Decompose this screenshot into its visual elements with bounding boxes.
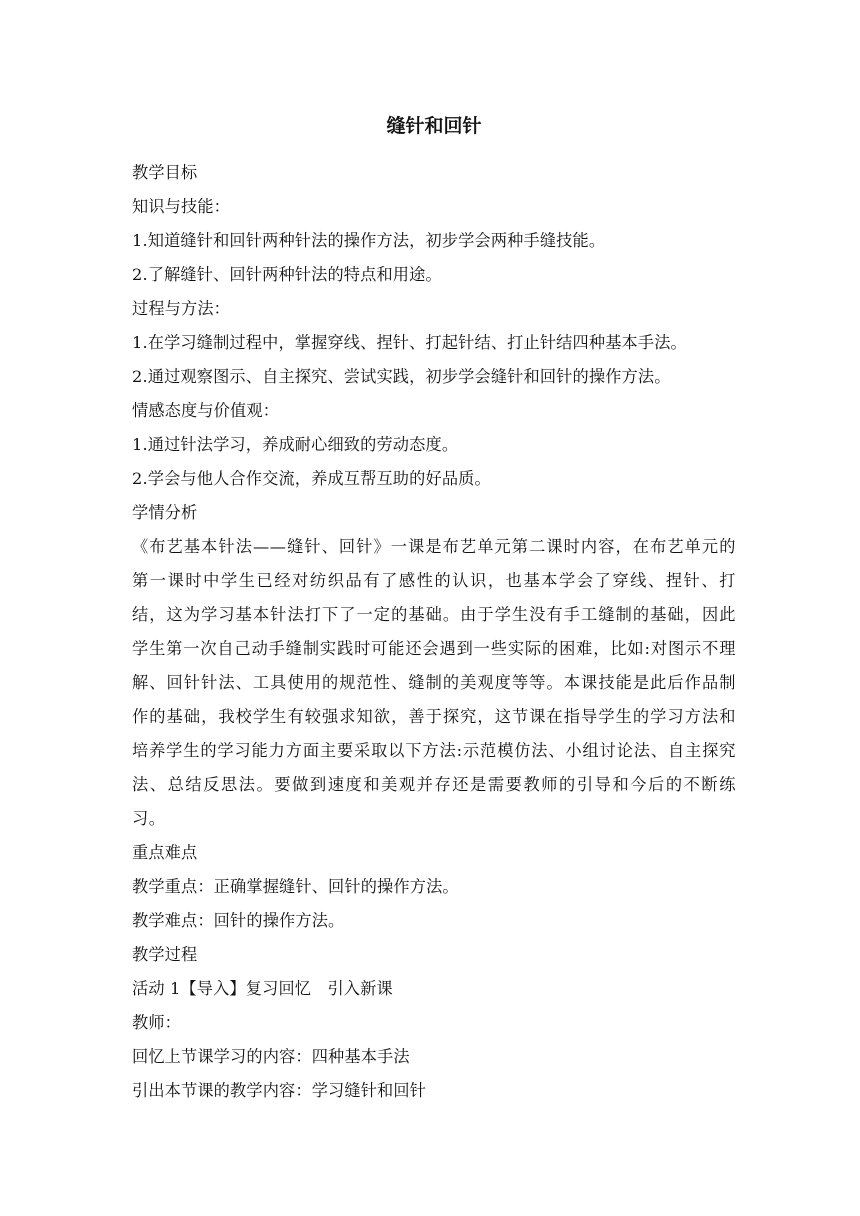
teacher-label: 教师： <box>132 1013 182 1032</box>
analysis-paragraph: 《布艺基本针法——缝针、回针》一课是布艺单元第二课时内容，在布艺单元的第一课时中学生已经对纺织品有了感性的认识，也基本学会了穿线、捏针、打结，这为学习基本针法打下了一定的基础。由于学生没有手工缝制的基础，因此学生第一次自己动手缝制实践时可能还会遇到一些实际的困难，比如:对图示不理解、回针针法、工具使用的规范性、缝制的美观度等等。本课技能是此后作品制作的基础，我校学生有较强求知欲，善于探究，这节课在指导学生的学习方法和培养学生的学习能力方面主要采取以下方法:示范模仿法、小组讨论法、自主探究法、总结反思法。要做到速度和美观并存还是需要教师的引导和今后的不断练习。 <box>132 537 736 828</box>
section-heading-objectives: 教学目标 <box>132 163 198 182</box>
section-heading-analysis: 学情分析 <box>132 503 198 522</box>
subheading-emotion-values: 情感态度与价值观： <box>132 401 280 420</box>
teacher-step-2: 引出本节课的教学内容：学习缝针和回针 <box>132 1081 427 1100</box>
section-heading-key-points: 重点难点 <box>132 843 198 862</box>
section-heading-process: 教学过程 <box>132 945 198 964</box>
knowledge-item-2: 2.了解缝针、回针两种针法的特点和用途。 <box>132 265 442 284</box>
key-point: 教学重点：正确掌握缝针、回针的操作方法。 <box>132 877 459 896</box>
difficult-point: 教学难点：回针的操作方法。 <box>132 911 345 930</box>
emotion-item-1: 1.通过针法学习，养成耐心细致的劳动态度。 <box>132 435 459 454</box>
process-item-2: 2.通过观察图示、自主探究、尝试实践，初步学会缝针和回针的操作方法。 <box>132 367 671 386</box>
teacher-step-1: 回忆上节课学习的内容：四种基本手法 <box>132 1047 410 1066</box>
knowledge-item-1: 1.知道缝针和回针两种针法的操作方法，初步学会两种手缝技能。 <box>132 231 606 250</box>
subheading-process-methods: 过程与方法： <box>132 299 231 318</box>
emotion-item-2: 2.学会与他人合作交流，养成互帮互助的好品质。 <box>132 469 491 488</box>
subheading-knowledge-skills: 知识与技能： <box>132 197 231 216</box>
activity-1-heading: 活动 1【导入】复习回忆 引入新课 <box>132 979 393 998</box>
document-title: 缝针和回针 <box>386 115 482 137</box>
process-item-1: 1.在学习缝制过程中，掌握穿线、捏针、打起针结、打止针结四种基本手法。 <box>132 333 687 352</box>
document-body <box>132 156 736 1108</box>
